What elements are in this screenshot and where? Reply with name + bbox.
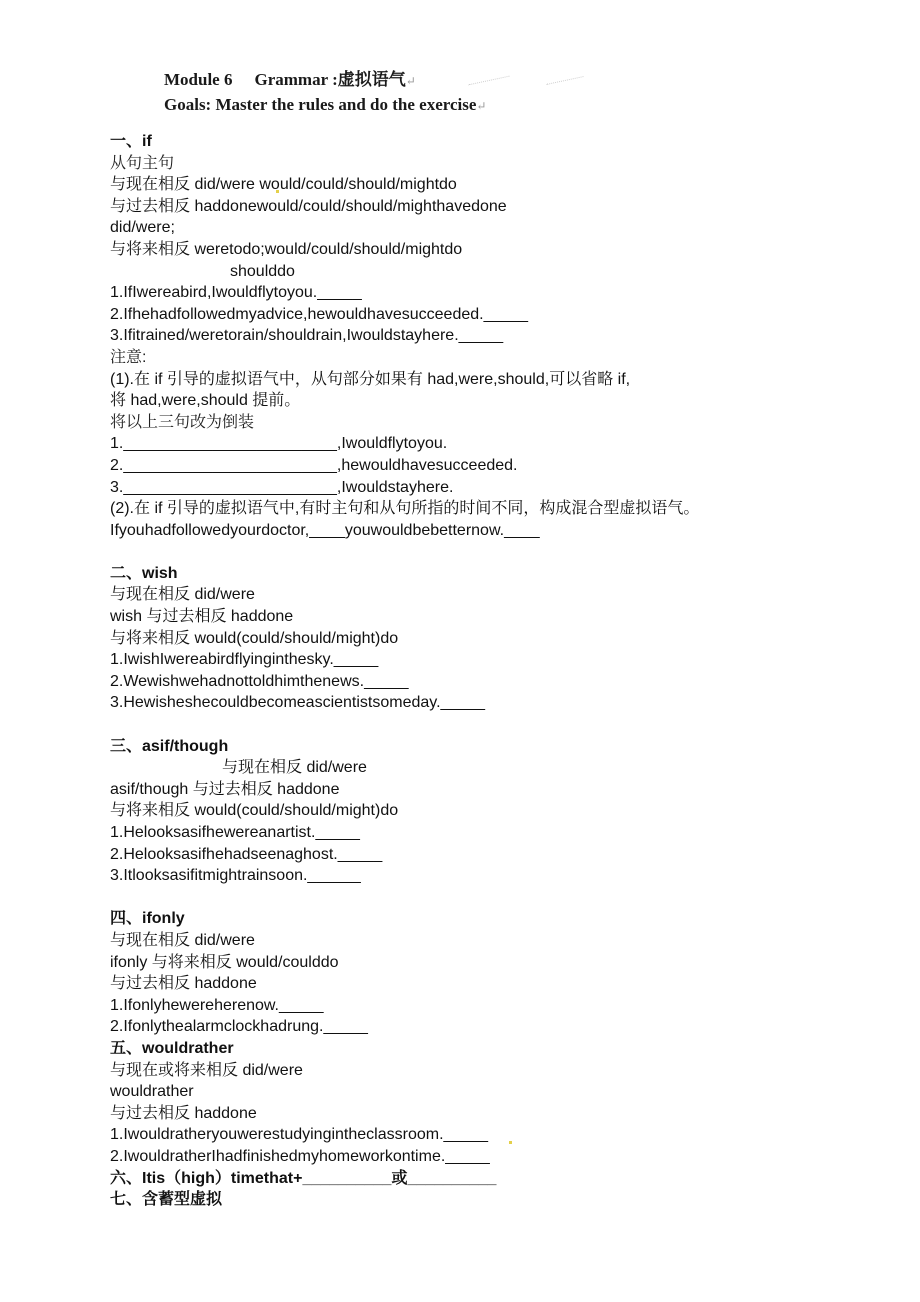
grammar-title: Grammar :虚拟语气 — [254, 70, 406, 89]
blank-line — [110, 541, 890, 563]
blank-line — [110, 714, 890, 736]
exercise-line: 2.IwouldratherIhadfinishedmyhomeworkontime._____ — [110, 1147, 490, 1165]
exercise-line: 2.Wewishwehadnottoldhimthenews._____ — [110, 672, 409, 690]
exercise-line: 3.Ifitrained/weretorain/shouldrain,Iwouldstayhere._____ — [110, 327, 504, 345]
section-heading-wouldrather: 五、wouldrather — [110, 1039, 234, 1057]
blank-line — [110, 887, 890, 909]
text-line: 与现在相反 did/were — [222, 759, 367, 777]
text-line: 与现在相反 did/were — [110, 931, 255, 949]
module-label: Module 6 — [164, 70, 233, 89]
section-heading-wish: 二、wish — [110, 564, 178, 582]
exercise-line: 3.Hewisheshecouldbecomeascientistsomeday._____ — [110, 694, 486, 712]
exercise-line: 2.Ifonlythealarmclockhadrung._____ — [110, 1018, 368, 1036]
title-row — [164, 68, 486, 93]
text-line: wouldrather — [110, 1083, 194, 1101]
exercise-line: 1.Helooksasifhewereanartist._____ — [110, 824, 360, 841]
section-heading-itis-time: 六、Itis（high）timethat+__________或__________ — [110, 1169, 497, 1187]
exercise-line: 1.________________________,Iwouldflytoyou. — [110, 435, 448, 453]
text-line: asif/though 与过去相反 haddone — [110, 780, 340, 798]
text-line: 与过去相反 haddone — [110, 975, 257, 993]
exercise-line: 1.IfIwereabird,Iwouldflytoyou._____ — [110, 284, 362, 302]
text-line: did/were; — [110, 219, 175, 237]
page-header — [164, 68, 486, 118]
section-heading-if: 一、if — [110, 133, 152, 150]
document-body — [110, 131, 890, 1211]
exercise-line: Ifyouhadfollowedyourdoctor,____youwouldbebetternow.____ — [110, 521, 540, 539]
exercise-line: 1.IwishIwereabirdflyinginthesky._____ — [110, 651, 379, 669]
exercise-line: 2.Helooksasifhehadseenaghost._____ — [110, 845, 383, 863]
goals-row — [164, 93, 486, 118]
note-text: (1).在 if 引导的虚拟语气中，从句部分如果有 had,were,should,可以省略 if, — [110, 370, 631, 388]
exercise-line: 2.Ifhehadfollowedmyadvice,hewouldhavesucceeded._____ — [110, 305, 529, 323]
text-line: 与现在相反 did/were would/could/should/mightdo — [110, 176, 457, 194]
instruction-text: 将以上三句改为倒装 — [110, 413, 255, 431]
text-line: wish 与过去相反 haddone — [110, 608, 294, 626]
text-line: 与将来相反 would(could/should/might)do — [110, 629, 399, 647]
section-heading-implicit: 七、含蓄型虚拟 — [110, 1191, 223, 1209]
text-line: 从句主句 — [110, 154, 175, 172]
exercise-line: 1.Iwouldratheryouwerestudyingintheclassroom._____ — [110, 1126, 488, 1144]
scan-speckle — [546, 76, 584, 86]
text-line: 与过去相反 haddonewould/could/should/mighthavedone — [110, 197, 507, 215]
text-line: 与过去相反 haddone — [110, 1104, 257, 1122]
note-label: 注意: — [110, 348, 147, 366]
note-text: (2).在 if 引导的虚拟语气中,有时主句和从句所指的时间不同，构成混合型虚拟语气。 — [110, 500, 700, 518]
text-line: ifonly 与将来相反 would/coulddo — [110, 953, 339, 971]
text-line: 与现在相反 did/were — [110, 586, 255, 604]
goals-text: Goals: Master the rules and do the exercise — [164, 95, 477, 114]
text-line: 与现在或将来相反 did/were — [110, 1061, 303, 1079]
paragraph-mark-icon: ↵ — [405, 74, 416, 88]
note-text: 将 had,were,should 提前。 — [110, 392, 301, 410]
exercise-line: 2.________________________,hewouldhavesucceeded. — [110, 456, 518, 474]
section-heading-asif: 三、asif/though — [110, 737, 229, 755]
text-line: 与将来相反 weretodo;would/could/should/mightdo — [110, 240, 463, 258]
exercise-line: 1.Ifonlyhewereherenow._____ — [110, 996, 324, 1014]
section-heading-ifonly: 四、ifonly — [110, 910, 185, 928]
text-line: 与将来相反 would(could/should/might)do — [110, 802, 399, 820]
paragraph-mark-icon: ↵ — [476, 99, 487, 113]
exercise-line: 3.Itlooksasifitmightrainsoon.______ — [110, 867, 361, 885]
exercise-line: 3.________________________,Iwouldstayhere. — [110, 478, 454, 496]
text-line: shoulddo — [230, 262, 295, 280]
